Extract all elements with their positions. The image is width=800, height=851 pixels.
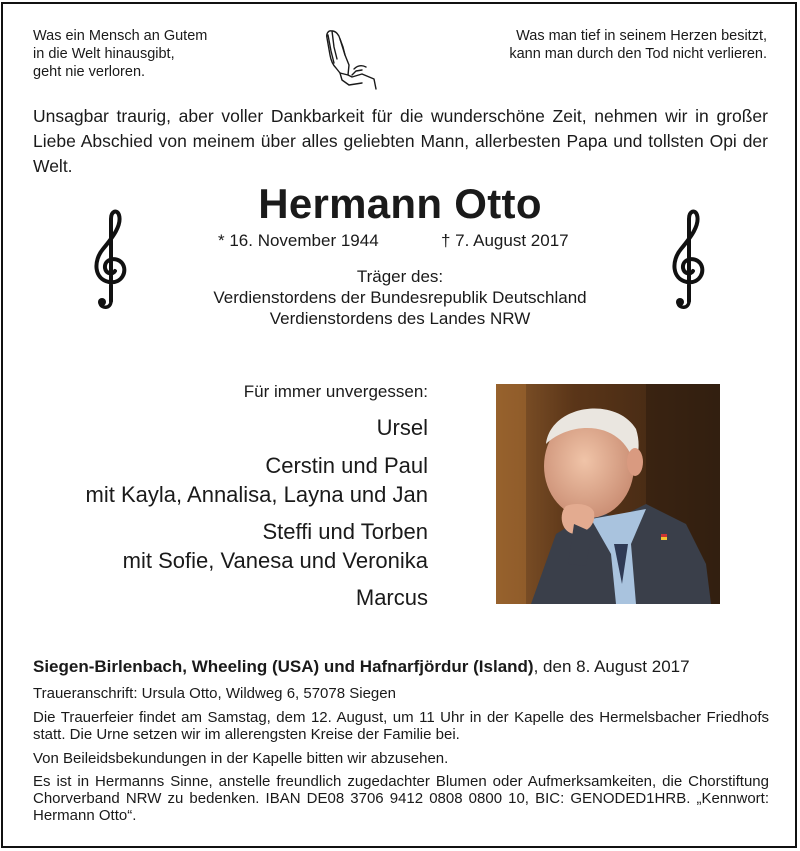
quote-right-line: Was man tief in seinem Herzen besitzt, [516,28,767,44]
mourner-line: mit Sofie, Vanesa und Veronika [122,548,428,573]
condolence-note: Von Beileidsbekundungen in der Kapelle bitten wir abzusehen. [33,750,449,767]
portrait-photo [496,384,720,604]
honors-line: Verdienstordens des Landes NRW [269,309,531,328]
honors [0,266,800,329]
quote-right-line: kann man durch den Tod nicht verlieren. [509,46,767,62]
praying-hands-icon [318,25,380,91]
funeral-info: Die Trauerfeier findet am Samstag, dem 12. August, um 11 Uhr in der Kapelle des Hermelsbacher Friedhofs statt. Die Urne setzen wir im allerengsten Kreise der Familie bei. [33,709,769,743]
birth-date: * 16. November 1944 [218,231,379,250]
mourners-intro: Für immer unvergessen: [243,382,428,401]
place-and-date [33,658,769,675]
mourner-line: mit Kayla, Annalisa, Layna und Jan [85,482,428,507]
deceased-name: Hermann Otto [258,180,542,227]
place-names: Siegen-Birlenbach, Wheeling (USA) und Hafnarfjördur (Island) [33,657,534,676]
mourner-line: Steffi und Torben [262,519,428,544]
quote-left-line: in die Welt hinausgibt, [33,46,175,62]
death-date: † 7. August 2017 [441,231,569,250]
mourner-line: Ursel [376,415,428,440]
honors-line: Verdienstordens der Bundesrepublik Deutschland [213,288,587,307]
quote-left-line: Was ein Mensch an Gutem [33,28,208,44]
honors-line: Träger des: [356,267,444,286]
quote-right [509,27,767,63]
quote-left-line: geht nie verloren. [33,64,146,80]
notice-date: , den 8. August 2017 [533,657,690,676]
donation-info: Es ist in Hermanns Sinne, anstelle freundlich zugedachter Blumen oder Aufmerksamkeiten, die Chorstiftung Chorverband NRW zu bedenken. IBAN DE08 3706 9412 0808 0800 10, BIC: GENODED1HRB. „Kennwort: Hermann Otto“. [33,773,769,824]
mourner-line: Cerstin und Paul [265,453,428,478]
intro-text: Unsagbar traurig, aber voller Dankbarkeit für die wunderschöne Zeit, nehmen wir in großer Liebe Abschied von meinem über alles geliebten Mann, allerbesten Papa und tollsten Opi der Welt. [33,106,768,176]
mourner-line: Marcus [355,585,428,610]
mourning-address: Traueranschrift: Ursula Otto, Wildweg 6, 57078 Siegen [33,685,396,702]
quote-left [33,27,207,81]
